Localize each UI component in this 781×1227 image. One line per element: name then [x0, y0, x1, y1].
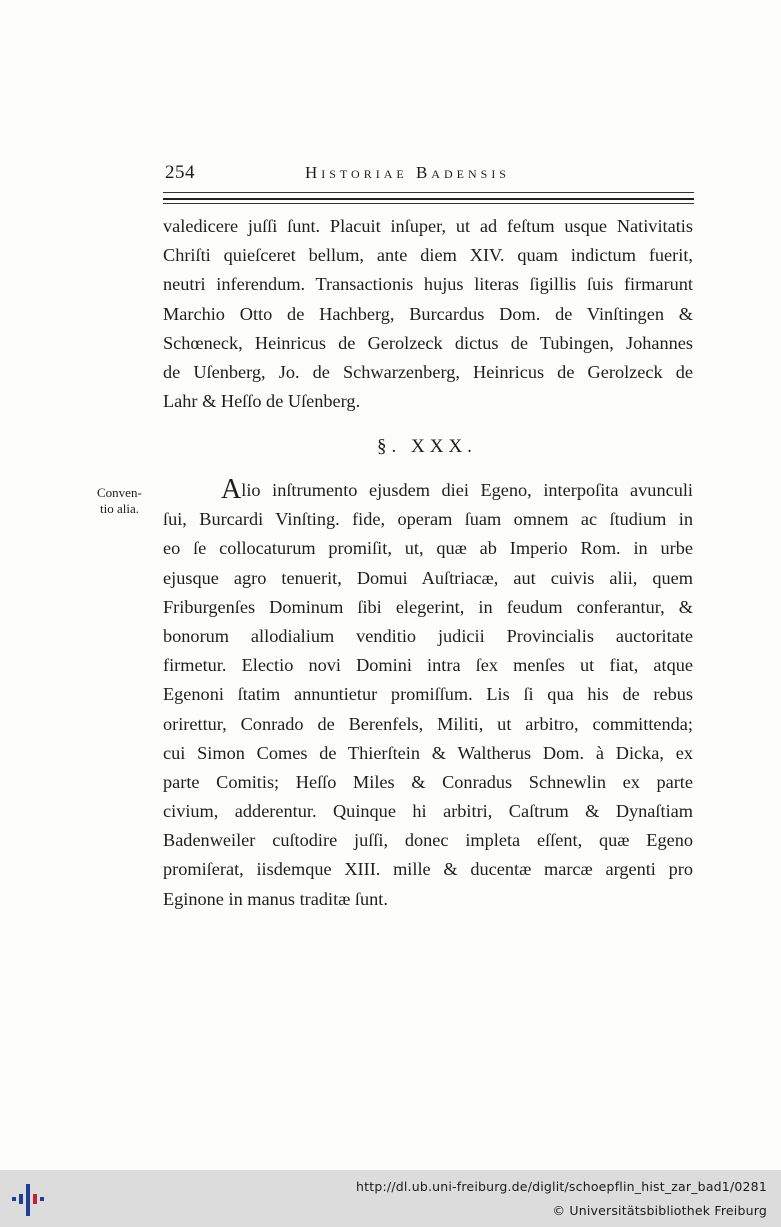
- text-line: parte Comitis; Heſſo Miles & Conradus Schnewlin ex parte: [163, 771, 693, 792]
- section-heading: §. XXX.: [377, 436, 477, 457]
- text-line: firmetur. Electio novi Domini intra ſex menſes ut fiat, atque: [163, 655, 693, 676]
- copyright-notice: © Universitätsbibliothek Freiburg: [552, 1203, 767, 1218]
- text-line: Egenoni ſtatim annuntietur promiſſum. Lis ſi qua his de rebus: [163, 684, 693, 705]
- text-line: cui Simon Comes de Thierſtein & Waltherus Dom. à Dicka, ex: [163, 742, 693, 763]
- header-rule-top: [163, 192, 694, 193]
- margin-note: [97, 485, 157, 517]
- text-line: orirettur, Conrado de Berenfels, Militi, ut arbitro, committenda;: [163, 713, 693, 734]
- text-line: promiſerat, iisdemque XIII. mille & ducentæ marcæ argenti pro: [163, 859, 693, 880]
- paragraph-2: [163, 476, 693, 914]
- margin-note-line: Conven-: [97, 485, 142, 500]
- header-rule-middle: [163, 198, 694, 200]
- viewer-footer: [0, 1170, 781, 1227]
- text-line: ſui, Burcardi Vinſting. fide, operam ſuam omnem ac ſtudium in: [163, 509, 693, 530]
- ub-freiburg-logo-icon[interactable]: [10, 1180, 50, 1220]
- header-rule-bottom: [163, 203, 694, 204]
- text-line: Lahr & Heſſo de Uſenberg.: [163, 391, 361, 412]
- first-line-text: lio inſtrumento ejusdem diei Egeno, interpoſita avunculi: [241, 480, 693, 500]
- text-line: ejusque agro tenuerit, Domui Auſtriacæ, aut cuivis alii, quem: [163, 567, 693, 588]
- text-line: bonorum allodialium venditio judicii Provincialis auctoritate: [163, 625, 693, 646]
- text-line: Friburgenſes Dominum ſibi elegerint, in feudum conferantur, &: [163, 596, 693, 617]
- page-number: 254: [165, 162, 195, 183]
- text-line: civium, adderentur. Quinque hi arbitri, Caſtrum & Dynaſtiam: [163, 801, 693, 822]
- running-head: Historiae Badensis: [305, 163, 510, 182]
- text-line: Schœneck, Heinricus de Gerolzeck dictus de Tubingen, Johannes: [163, 332, 693, 353]
- margin-note-line: tio alia.: [100, 501, 139, 516]
- text-line: de Uſenberg, Jo. de Schwarzenberg, Heinricus de Gerolzeck de: [163, 361, 693, 382]
- text-line: Eginone in manus traditæ ſunt.: [163, 888, 388, 909]
- text-line: valedicere juſſi ſunt. Placuit inſuper, ut ad feſtum usque Nativitatis: [163, 216, 693, 236]
- text-line-first: [163, 476, 693, 505]
- text-line: neutri inferendum. Transactionis hujus literas ſigillis ſuis firmarunt: [163, 274, 693, 295]
- text-line: Chriſti quieſceret bellum, ante diem XIV. quam indictum fuerit,: [163, 245, 693, 266]
- document-url-link[interactable]: http://dl.ub.uni-freiburg.de/diglit/schoepflin_hist_zar_bad1/0281: [356, 1179, 767, 1194]
- text-line: Badenweiler cuſtodire juſſi, donec impleta eſſent, quæ Egeno: [163, 830, 693, 851]
- paragraph-1: [163, 212, 693, 416]
- drop-cap: A: [221, 474, 242, 505]
- text-line: Marchio Otto de Hachberg, Burcardus Dom. de Vinſtingen &: [163, 303, 693, 324]
- text-line: eo ſe collocaturum promiſit, ut, quæ ab Imperio Rom. in urbe: [163, 538, 693, 559]
